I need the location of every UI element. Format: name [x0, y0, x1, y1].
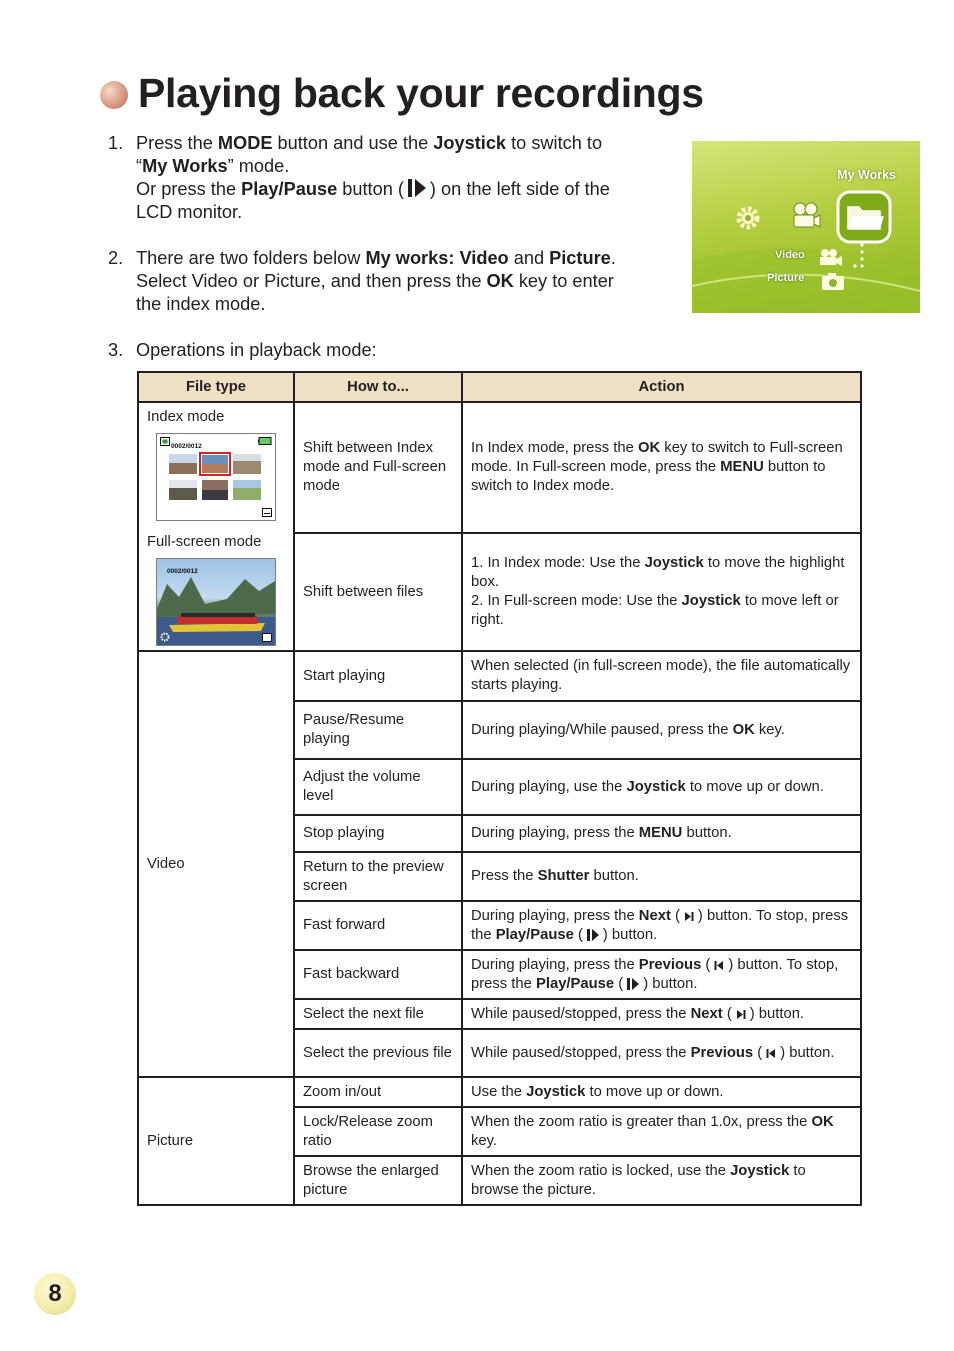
how-cell: Start playing [294, 651, 462, 701]
how-cell: Select the previous file [294, 1029, 462, 1077]
header-file-type: File type [138, 372, 294, 402]
lake-scene [157, 559, 275, 645]
index-mode-label: Index mode [147, 408, 225, 425]
action-cell: When the zoom ratio is greater than 1.0x, press the OK key. [462, 1107, 861, 1156]
next-icon [734, 1008, 748, 1021]
how-cell: Lock/Release zoom ratio [294, 1107, 462, 1156]
next-icon [682, 910, 696, 923]
how-cell: Fast backward [294, 950, 462, 999]
action-cell: During playing, press the Previous ( ) button. To stop, press the Play/Pause ( ) button. [462, 950, 861, 999]
file-type-picture: Picture [138, 1077, 294, 1205]
fullscreen-mode-label: Full-screen mode [147, 533, 262, 550]
battery-icon [258, 437, 272, 445]
how-cell: Browse the enlarged picture [294, 1156, 462, 1205]
scroll-dots-icon [850, 241, 870, 271]
header-how-to: How to... [294, 372, 462, 402]
table-header-row [138, 372, 861, 402]
operations-table [137, 371, 862, 1206]
action-cell: 1. In Index mode: Use the Joystick to move the highlight box. 2. In Full-screen mode: Use the Joystick to move left or right. [462, 533, 861, 651]
table-row [138, 651, 861, 701]
photo-grid [167, 452, 267, 504]
fullscreen-counter: 0002/0012 [167, 567, 198, 575]
step-3: 3. Operations in playback mode: [108, 340, 377, 360]
how-cell: Shift between Index mode and Full-screen mode [294, 402, 462, 533]
action-cell: During playing/While paused, press the OK key. [462, 701, 861, 759]
how-cell: Fast forward [294, 901, 462, 950]
action-cell: When selected (in full-screen mode), the file automatically starts playing. [462, 651, 861, 701]
table-row [138, 1077, 861, 1107]
fullscreen-mode-thumbnail [156, 558, 276, 646]
previous-icon [764, 1047, 778, 1060]
step-2: 2. There are two folders below My works: Video and Picture. Select Video or Picture, and then press the OK key to enter the index mode. [108, 248, 616, 314]
play-pause-icon [406, 178, 428, 198]
menu-mini-icon [262, 508, 272, 517]
gear-icon [733, 203, 763, 233]
how-cell: Pause/Resume playing [294, 701, 462, 759]
action-cell: During playing, press the Next ( ) button. To stop, press the Play/Pause ( ) button. [462, 901, 861, 950]
file-type-video: Video [138, 651, 294, 1077]
menu-mini-icon [262, 633, 272, 642]
file-type-index [138, 402, 294, 651]
video-camera-icon [790, 201, 822, 231]
action-cell: During playing, use the Joystick to move up or down. [462, 759, 861, 815]
header-action: Action [462, 372, 861, 402]
previous-icon [712, 959, 726, 972]
step-1: 1. Press the MODE button and use the Joystick to switch to “My Works” mode. Or press the Play/Pause button ( ) on the left side of the LCD monitor. [108, 133, 610, 222]
how-cell: Zoom in/out [294, 1077, 462, 1107]
page-number: 8 [34, 1273, 76, 1315]
settings-mini-icon [160, 632, 170, 642]
folder-icon [835, 189, 893, 245]
index-mode-mini-icon [160, 437, 170, 446]
action-cell: While paused/stopped, press the Previous ( ) button. [462, 1029, 861, 1077]
action-cell: While paused/stopped, press the Next ( ) button. [462, 999, 861, 1029]
action-cell: During playing, press the MENU button. [462, 815, 861, 852]
action-cell: When the zoom ratio is locked, use the Joystick to browse the picture. [462, 1156, 861, 1205]
video-folder-icon [816, 247, 846, 267]
index-counter: 0002/0012 [171, 442, 202, 450]
index-mode-thumbnail [156, 433, 276, 521]
how-cell: Shift between files [294, 533, 462, 651]
picture-folder-label: Picture [767, 272, 805, 284]
screen-title: My Works [837, 168, 896, 182]
video-folder-label: Video [775, 249, 805, 261]
page-title: Playing back your recordings [138, 70, 704, 116]
camera-icon [820, 271, 846, 291]
title-bullet-icon [100, 81, 128, 109]
action-cell: Use the Joystick to move up or down. [462, 1077, 861, 1107]
how-cell: Stop playing [294, 815, 462, 852]
steps [108, 132, 678, 362]
how-cell: Select the next file [294, 999, 462, 1029]
how-cell: Return to the preview screen [294, 852, 462, 901]
action-cell: Press the Shutter button. [462, 852, 861, 901]
table-row [138, 402, 861, 533]
action-cell: In Index mode, press the OK key to switch to Full-screen mode. In Full-screen mode, press the MENU button to switch to Index mode. [462, 402, 861, 533]
how-cell: Adjust the volume level [294, 759, 462, 815]
play-pause-icon [585, 928, 601, 942]
play-pause-icon [625, 977, 641, 991]
my-works-screen [692, 141, 920, 313]
